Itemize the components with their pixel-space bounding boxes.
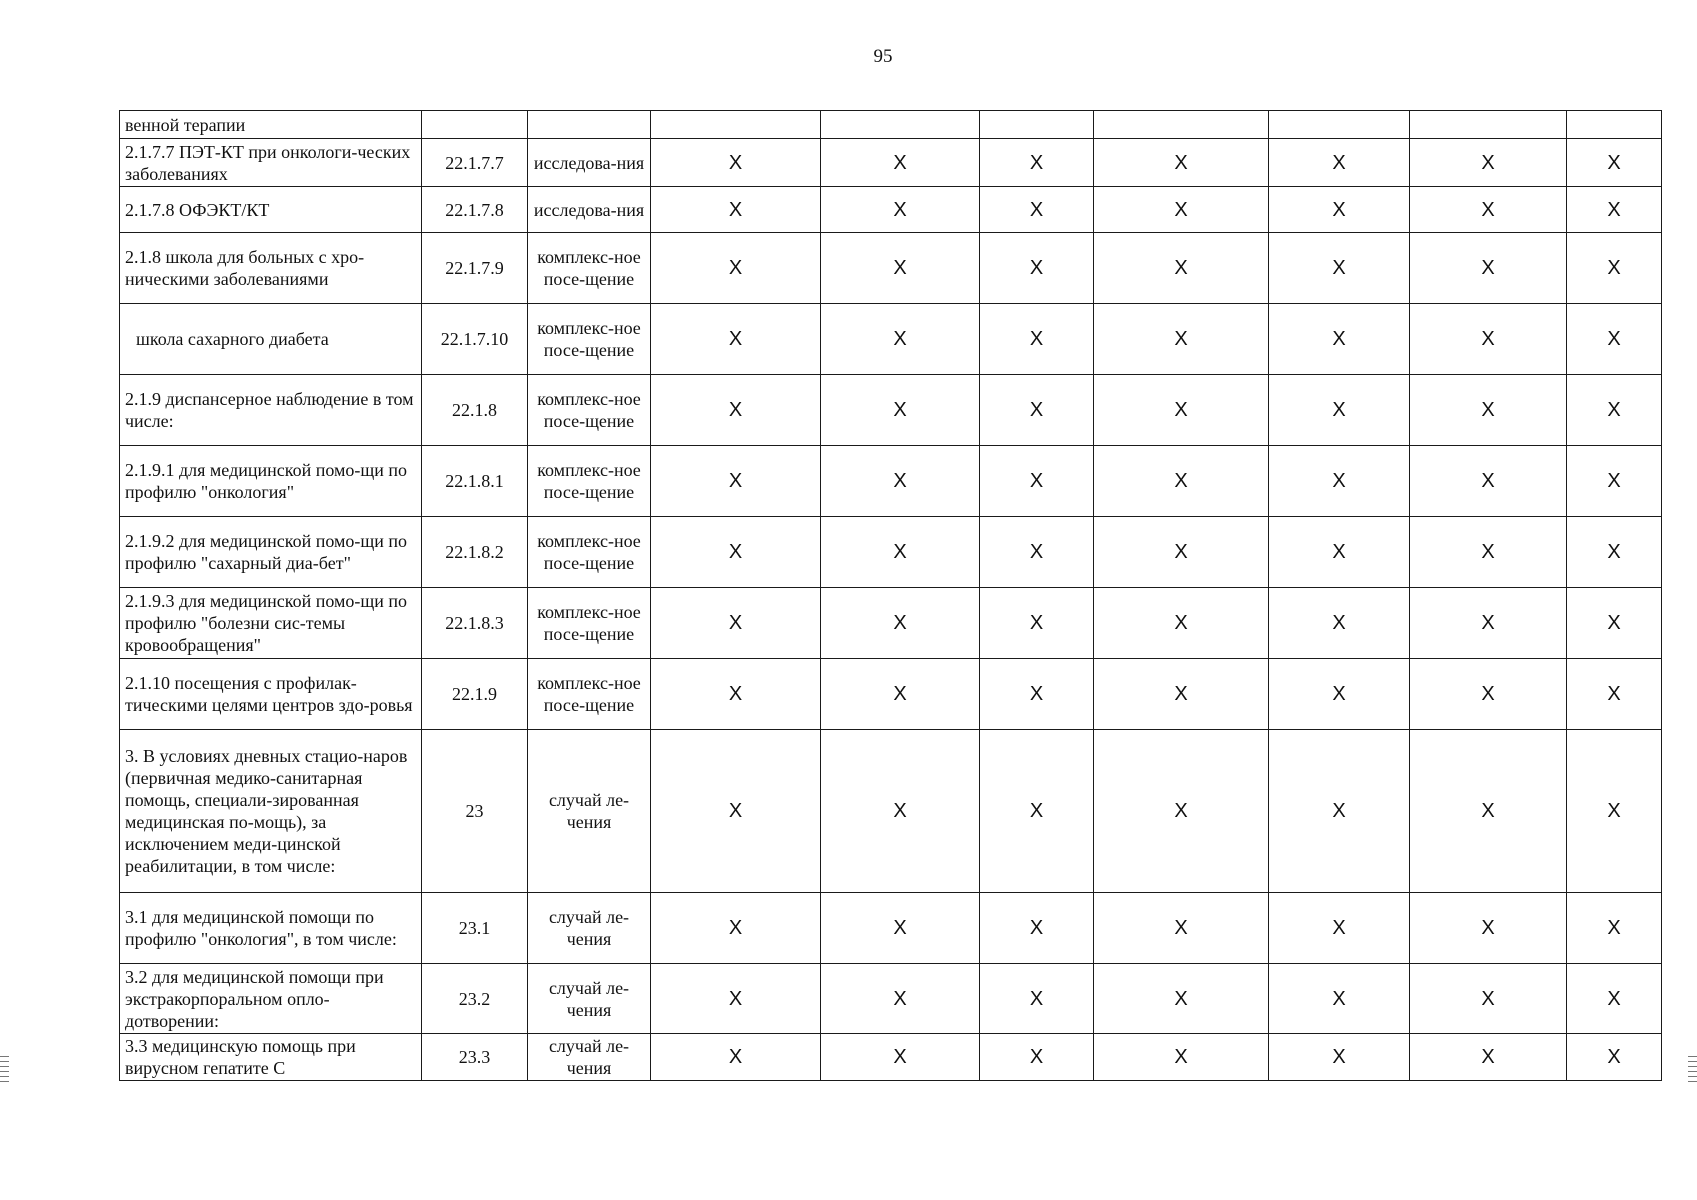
row-unit-cell (528, 111, 651, 139)
value-cell: X (821, 233, 980, 304)
row-unit-cell: комплекс-ное посе-щение (528, 375, 651, 446)
value-cell: X (980, 187, 1094, 233)
value-cell: X (821, 730, 980, 893)
value-cell: X (821, 446, 980, 517)
value-cell: X (651, 730, 821, 893)
row-code-cell: 22.1.8.2 (422, 517, 528, 588)
value-cell: X (651, 588, 821, 659)
value-cell: X (980, 659, 1094, 730)
value-cell: X (1410, 730, 1567, 893)
value-cell: X (1567, 1034, 1662, 1081)
table-row (120, 1034, 1662, 1081)
page-number: 95 (873, 46, 893, 67)
value-cell: X (1094, 964, 1269, 1034)
row-name-cell: 2.1.9 диспансерное наблюдение в том числе: (120, 375, 422, 446)
value-cell: X (1094, 730, 1269, 893)
row-code-cell: 22.1.9 (422, 659, 528, 730)
value-cell: X (1094, 588, 1269, 659)
value-cell: X (1269, 304, 1410, 375)
value-cell: X (651, 517, 821, 588)
value-cell (980, 111, 1094, 139)
value-cell: X (1094, 446, 1269, 517)
value-cell: X (1410, 1034, 1567, 1081)
value-cell: X (821, 139, 980, 187)
row-unit-cell: случай ле-чения (528, 893, 651, 964)
row-unit-cell: исследова-ния (528, 187, 651, 233)
data-table (119, 110, 1662, 1081)
row-name-cell: венной терапии (120, 111, 422, 139)
value-cell: X (651, 375, 821, 446)
edge-scan-mark-left (0, 1056, 9, 1086)
row-name-cell: 2.1.9.3 для медицинской помо-щи по профилю "болезни сис-темы кровообращения" (120, 588, 422, 659)
table-row (120, 233, 1662, 304)
table-row (120, 187, 1662, 233)
value-cell: X (1410, 375, 1567, 446)
value-cell: X (1567, 375, 1662, 446)
row-unit-cell: случай ле-чения (528, 730, 651, 893)
value-cell: X (821, 1034, 980, 1081)
value-cell: X (821, 517, 980, 588)
row-name-cell: 2.1.9.1 для медицинской помо-щи по профилю "онкология" (120, 446, 422, 517)
row-unit-cell: комплекс-ное посе-щение (528, 517, 651, 588)
row-name-cell: 2.1.9.2 для медицинской помо-щи по профилю "сахарный диа-бет" (120, 517, 422, 588)
value-cell (1094, 111, 1269, 139)
row-code-cell: 22.1.7.10 (422, 304, 528, 375)
value-cell: X (651, 139, 821, 187)
row-code-cell: 23 (422, 730, 528, 893)
row-name-cell: 2.1.7.7 ПЭТ-КТ при онкологи-ческих заболеваниях (120, 139, 422, 187)
table-row (120, 304, 1662, 375)
value-cell (1269, 111, 1410, 139)
value-cell: X (1567, 893, 1662, 964)
table-body (120, 111, 1662, 1081)
row-unit-cell: комплекс-ное посе-щение (528, 446, 651, 517)
value-cell: X (1567, 588, 1662, 659)
value-cell: X (1094, 304, 1269, 375)
value-cell: X (651, 187, 821, 233)
value-cell: X (1269, 588, 1410, 659)
value-cell: X (1410, 893, 1567, 964)
value-cell: X (821, 964, 980, 1034)
value-cell: X (651, 659, 821, 730)
value-cell: X (1094, 139, 1269, 187)
table-row (120, 659, 1662, 730)
value-cell: X (1094, 187, 1269, 233)
row-name-cell: 3. В условиях дневных стацио-наров (первичная медико-санитарная помощь, специали-зированная медицинская по-мощь), за исключением меди-цинской реабилитации, в том числе: (120, 730, 422, 893)
value-cell: X (1269, 517, 1410, 588)
value-cell: X (980, 375, 1094, 446)
value-cell: X (980, 964, 1094, 1034)
table-row (120, 446, 1662, 517)
value-cell: X (980, 1034, 1094, 1081)
value-cell: X (1567, 517, 1662, 588)
row-name-cell: 3.3 медицинскую помощь при вирусном гепатите С (120, 1034, 422, 1081)
row-unit-cell: исследова-ния (528, 139, 651, 187)
value-cell: X (980, 893, 1094, 964)
value-cell: X (651, 1034, 821, 1081)
value-cell: X (1410, 233, 1567, 304)
value-cell: X (1410, 517, 1567, 588)
table-row (120, 139, 1662, 187)
value-cell: X (1269, 659, 1410, 730)
value-cell: X (980, 304, 1094, 375)
value-cell: X (1094, 375, 1269, 446)
row-code-cell: 23.1 (422, 893, 528, 964)
value-cell: X (1410, 659, 1567, 730)
value-cell: X (1567, 730, 1662, 893)
row-code-cell (422, 111, 528, 139)
value-cell: X (1269, 233, 1410, 304)
edge-scan-mark-right (1688, 1056, 1697, 1086)
value-cell: X (1269, 964, 1410, 1034)
row-code-cell: 22.1.7.7 (422, 139, 528, 187)
value-cell: X (821, 893, 980, 964)
row-code-cell: 22.1.8 (422, 375, 528, 446)
value-cell: X (651, 446, 821, 517)
row-unit-cell: комплекс-ное посе-щение (528, 304, 651, 375)
value-cell: X (1269, 446, 1410, 517)
row-name-cell: 2.1.8 школа для больных с хро-ническими заболеваниями (120, 233, 422, 304)
table-row (120, 517, 1662, 588)
value-cell: X (1567, 446, 1662, 517)
value-cell: X (1567, 304, 1662, 375)
value-cell: X (1094, 893, 1269, 964)
value-cell: X (980, 517, 1094, 588)
value-cell: X (1410, 588, 1567, 659)
value-cell: X (1094, 233, 1269, 304)
value-cell: X (1269, 187, 1410, 233)
value-cell: X (1269, 730, 1410, 893)
value-cell: X (980, 139, 1094, 187)
value-cell: X (651, 893, 821, 964)
table-row (120, 964, 1662, 1034)
row-unit-cell: случай ле-чения (528, 1034, 651, 1081)
value-cell: X (1567, 233, 1662, 304)
value-cell: X (651, 964, 821, 1034)
row-unit-cell: случай ле-чения (528, 964, 651, 1034)
value-cell: X (651, 304, 821, 375)
row-code-cell: 22.1.8.3 (422, 588, 528, 659)
value-cell: X (1410, 964, 1567, 1034)
value-cell (1410, 111, 1567, 139)
value-cell: X (980, 446, 1094, 517)
value-cell: X (1410, 304, 1567, 375)
row-name-cell: 3.1 для медицинской помощи по профилю "онкология", в том числе: (120, 893, 422, 964)
row-name-cell: 2.1.7.8 ОФЭКТ/КТ (120, 187, 422, 233)
value-cell: X (1269, 375, 1410, 446)
value-cell (1567, 111, 1662, 139)
value-cell: X (1269, 139, 1410, 187)
row-name-cell: 2.1.10 посещения с профилак-тическими целями центров здо-ровья (120, 659, 422, 730)
value-cell: X (1410, 187, 1567, 233)
value-cell: X (1567, 659, 1662, 730)
value-cell: X (1410, 139, 1567, 187)
table-row (120, 730, 1662, 893)
value-cell: X (821, 659, 980, 730)
value-cell: X (1567, 187, 1662, 233)
value-cell: X (980, 588, 1094, 659)
row-code-cell: 22.1.7.9 (422, 233, 528, 304)
row-code-cell: 23.2 (422, 964, 528, 1034)
value-cell: X (1567, 964, 1662, 1034)
row-code-cell: 22.1.7.8 (422, 187, 528, 233)
value-cell: X (1269, 1034, 1410, 1081)
row-name-cell: школа сахарного диабета (120, 304, 422, 375)
value-cell: X (821, 588, 980, 659)
value-cell: X (980, 233, 1094, 304)
value-cell: X (1269, 893, 1410, 964)
row-name-cell: 3.2 для медицинской помощи при экстракорпоральном опло-дотворении: (120, 964, 422, 1034)
row-unit-cell: комплекс-ное посе-щение (528, 233, 651, 304)
value-cell: X (821, 304, 980, 375)
table-row (120, 111, 1662, 139)
value-cell: X (1567, 139, 1662, 187)
row-unit-cell: комплекс-ное посе-щение (528, 588, 651, 659)
value-cell (651, 111, 821, 139)
row-code-cell: 22.1.8.1 (422, 446, 528, 517)
table-row (120, 375, 1662, 446)
row-code-cell: 23.3 (422, 1034, 528, 1081)
value-cell: X (651, 233, 821, 304)
value-cell: X (821, 375, 980, 446)
value-cell: X (821, 187, 980, 233)
value-cell (821, 111, 980, 139)
value-cell: X (980, 730, 1094, 893)
table-row (120, 588, 1662, 659)
value-cell: X (1410, 446, 1567, 517)
value-cell: X (1094, 517, 1269, 588)
value-cell: X (1094, 1034, 1269, 1081)
row-unit-cell: комплекс-ное посе-щение (528, 659, 651, 730)
value-cell: X (1094, 659, 1269, 730)
table-row (120, 893, 1662, 964)
